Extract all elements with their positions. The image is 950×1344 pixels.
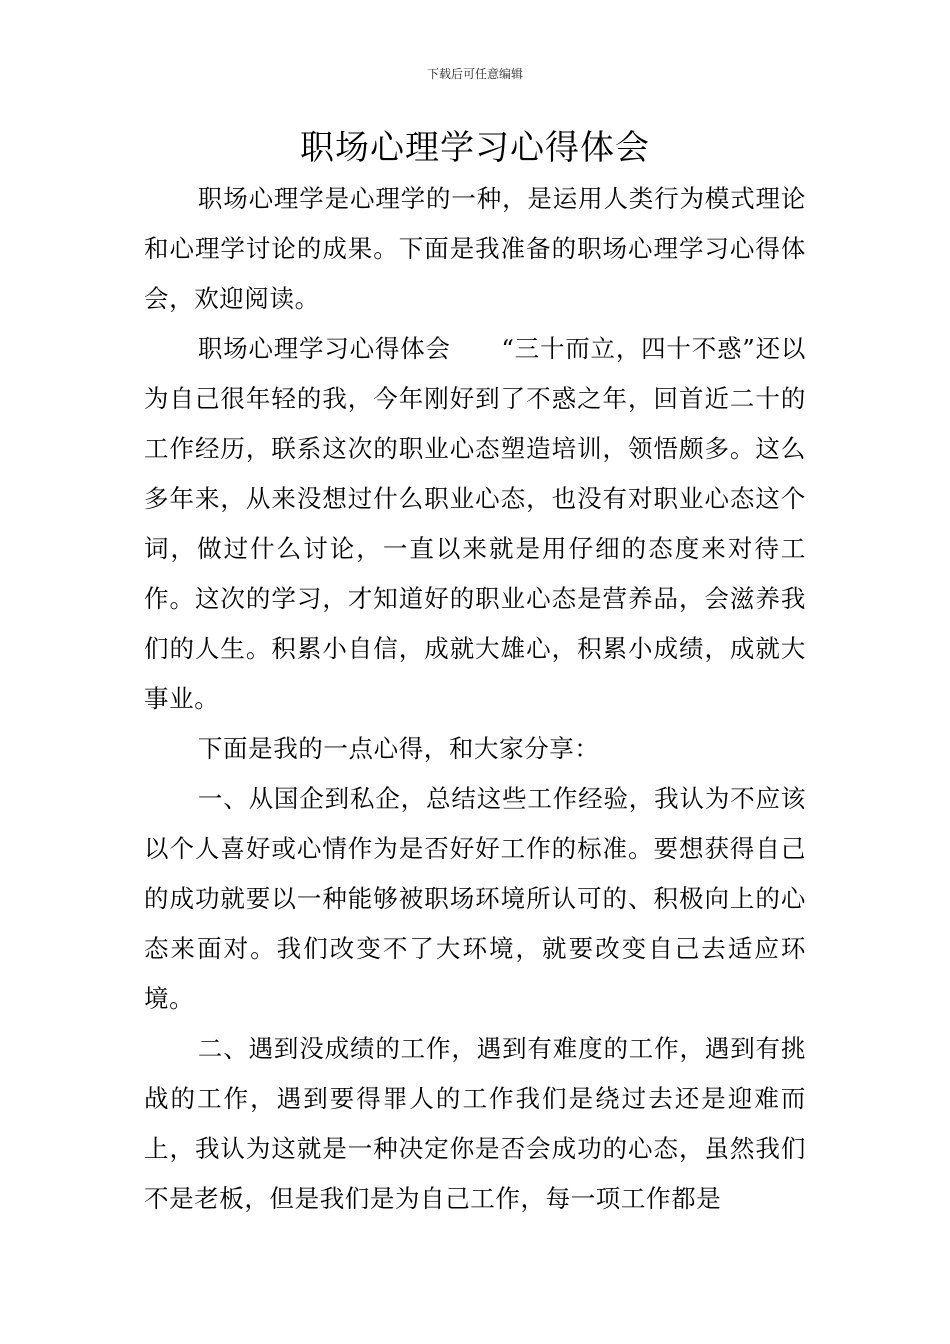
header-note: 下载后可任意编辑 [426, 67, 523, 81]
paragraph-point-one: 一、从国企到私企，总结这些工作经验，我认为不应该以个人喜好或心情作为是否好好工作的标准。要想获得自己的成功就要以一种能够被职场环境所认可的、积极向上的心态来面对。我们改变不了大环境，就要改变自己去适应环境。 [144, 784, 806, 1013]
paragraph-share-intro: 下面是我的一点心得，和大家分享： [197, 734, 600, 763]
document-body [144, 174, 806, 1224]
document-title: 职场心理学习心得体会 [300, 128, 650, 168]
paragraph-intro: 职场心理学是心理学的一种，是运用人类行为模式理论和心理学讨论的成果。下面是我准备的职场心理学习心得体会，欢迎阅读。 [144, 184, 806, 313]
paragraph-point-two: 二、遇到没成绩的工作，遇到有难度的工作，遇到有挑战的工作，遇到要得罪人的工作我们是绕过去还是迎难而上，我认为这就是一种决定你是否会成功的心态，虽然我们不是老板，但是我们是为自己工作，每一项工作都是 [144, 1034, 806, 1213]
paragraph-reflection: 职场心理学习心得体会 “三十而立，四十不惑”还以为自己很年轻的我，今年刚好到了不惑之年，回首近二十的工作经历，联系这次的职业心态塑造培训，领悟颇多。这么多年来，从来没想过什么职业心态，也没有对职业心态这个词，做过什么讨论，一直以来就是用仔细的态度来对待工作。这次的学习，才知道好的职业心态是营养品，会滋养我们的人生。积累小自信，成就大雄心，积累小成绩，成就大事业。 [144, 334, 806, 713]
